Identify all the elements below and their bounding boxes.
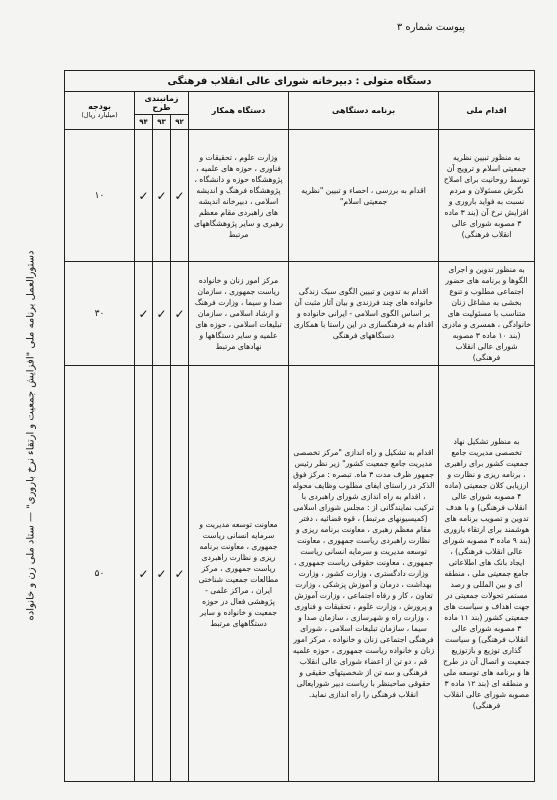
header-year: ۹۳ — [153, 115, 171, 130]
table-row — [65, 262, 535, 366]
cell-year-mark: ✓ — [171, 262, 189, 366]
header-partner-agency: دستگاه همکار — [189, 92, 289, 130]
cell-national-action: به منظور تشکیل نهاد تخصصی مدیریت جامع جمعیت کشور برای راهبری ، برنامه ریزی و نظارت و ارزیابی کلان جمعیتی (ماده ۴ مصوبه شورای عالی انقلاب فرهنگی) و با هدف تدوین و تصویب برنامه های هوشمند برای ارتقاء باروری (بند ۹ ماده ۳ مصوبه شورای عالی انقلاب فرهنگی) ، ایجاد بانک های اطلاعاتی جامع جمعیتی ملی ، منطقه ای و بین المللی و رصد مستمر تحولات جمعیتی در جهت اهداف و سیاست های جمعیتی کشور (بند ۱۱ ماده ۳ مصوبه شورای عالی انقلاب فرهنگی) و سیاست گذاری توزیع و بازتوزیع جمعیت و اتصال آن در طرح ها و برنامه های توسعه ملی و منطقه ای (بند ۱۲ ماده ۳ مصوبه شورای عالی انقلاب فرهنگی) — [439, 366, 535, 782]
header-agency-program: برنامه دستگاهی — [289, 92, 439, 130]
cell-partner-agency: مرکز امور زنان و خانواده ریاست جمهوری ، سازمان صدا و سیما ، وزارت فرهنگ و ارشاد اسلامی ، سازمان تبلیغات اسلامی ، حوزه های علمیه و سایر دستگاهها و نهادهای مرتبط — [189, 262, 289, 366]
cell-partner-agency: معاونت توسعه مدیریت و سرمایه انسانی ریاست جمهوری ، معاونت برنامه ریزی و نظارت راهبردی ریاست جمهوری ، مرکز مطالعات جمعیت شناختی ایران ، مراکز علمی - پژوهشی فعال در حوزه جمعیت و خانواده و سایر دستگاههای مرتبط — [189, 366, 289, 782]
side-caption-text: دستورالعمل برنامه ملی "افزایش جمعیت و ارتقاء نرخ باروری" — ستاد ملی زن و خانواده — [25, 250, 37, 620]
cell-year-mark: ✓ — [153, 366, 171, 782]
cell-agency-program: اقدام به بررسی ، احصاء و تبیین "نظریه جمعیتی اسلام" — [289, 130, 439, 262]
cell-year-mark: ✓ — [135, 262, 153, 366]
cell-year-mark: ✓ — [135, 130, 153, 262]
header-year: ۹۲ — [171, 115, 189, 130]
cell-year-mark: ✓ — [153, 130, 171, 262]
header-national-action: اقدام ملی — [439, 92, 535, 130]
header-budget-unit: (میلیارد ریال) — [81, 111, 118, 119]
cell-year-mark: ✓ — [135, 366, 153, 782]
header-year: ۹۴ — [135, 115, 153, 130]
cell-year-mark: ✓ — [153, 262, 171, 366]
header-timeline: زمانبندی طرح — [135, 92, 189, 115]
header-budget-label: بودجه — [88, 102, 111, 111]
cell-partner-agency: وزارت علوم ، تحقیقات و فناوری ، حوزه های علمیه ، پژوهشگاه حوزه و دانشگاه ، پژوهشگاه فرهنگ و اندیشه اسلامی ، دبیرخانه اندیشه های راهبردی مقام معظم رهبری و سایر پژوهشگاههای مرتبط — [189, 130, 289, 262]
cell-agency-program: اقدام به تدوین و تبیین الگوی سبک زندگی خانواده های چند فرزندی و بیان آثار مثبت آن بر اساس الگوی اسلامی - ایرانی خانواده و اقدام به فرهنگسازی در این راستا با همکاری دستگاههای فرهنگی — [289, 262, 439, 366]
attachment-number: پیوست شماره ۳ — [396, 22, 465, 33]
cell-budget: ۵۰ — [65, 366, 135, 782]
table-title: دستگاه متولی : دبیرخانه شورای عالی انقلاب فرهنگی — [65, 71, 535, 92]
program-table — [64, 70, 535, 782]
cell-year-mark: ✓ — [171, 130, 189, 262]
cell-national-action: به منظور تبیین نظریه جمعیتی اسلام و ترویج آن توسط روحانیت برای اصلاح نگرش مسئولان و مردم نسبت به فواید باروری و افزایش نرخ آن (بند ۳ ماده ۳ مصوبه شورای عالی انقلاب فرهنگی) — [439, 130, 535, 262]
cell-national-action: به منظور تدوین و اجرای الگوها و برنامه های حضور اجتماعی مطلوب و تنوع بخشی به مشاغل زنان متناسب با مسئولیت های خانوادگی ، همسری و مادری (بند ۱۰ ماده ۳ مصوبه شورای عالی انقلاب فرهنگی) — [439, 262, 535, 366]
cell-year-mark: ✓ — [171, 366, 189, 782]
table-row — [65, 366, 535, 782]
cell-budget: ۱۰ — [65, 130, 135, 262]
table-row — [65, 130, 535, 262]
header-budget — [65, 92, 135, 130]
cell-agency-program: اقدام به تشکیل و راه اندازی "مرکز تخصصی مدیریت جامع جمعیت کشور" زیر نظر رئیس جمهور ظرف مدت ۳ ماه. تبصره : مرکز فوق الذکر در راستای ایفای مطلوب وظایف محوله ، اقدام به راه اندازی شورای راهبردی با ترکیب نمایندگانی از : مجلس شورای اسلامی (کمیسیونهای مرتبط) ، قوه قضائیه ، دفتر مقام معظم رهبری ، معاونت برنامه ریزی و نظارت راهبردی ریاست جمهوری ، معاونت توسعه مدیریت و سرمایه انسانی ریاست جمهوری ، معاونت حقوقی ریاست جمهوری ، وزارت دادگستری ، وزارت کشور ، وزارت بهداشت ، درمان و آموزش پزشکی ، وزارت تعاون ، کار و رفاه اجتماعی ، وزارت آموزش و پرورش ، وزارت علوم ، تحقیقات و فناوری ، وزارت راه و شهرسازی ، سازمان صدا و سیما ، سازمان تبلیغات اسلامی ، شورای فرهنگی اجتماعی زنان و خانواده ، مرکز امور زنان و خانواده ریاست جمهوری ، حوزه علمیه قم ، دو تن از اعضاء شورای عالی انقلاب فرهنگی و سه تن از شخصیتهای حقیقی و حقوقی صاحبنظر با ریاست دبیر شورایعالی انقلاب فرهنگی را راه اندازی نماید. — [289, 366, 439, 782]
side-caption — [18, 90, 44, 780]
cell-budget: ۳۰ — [65, 262, 135, 366]
